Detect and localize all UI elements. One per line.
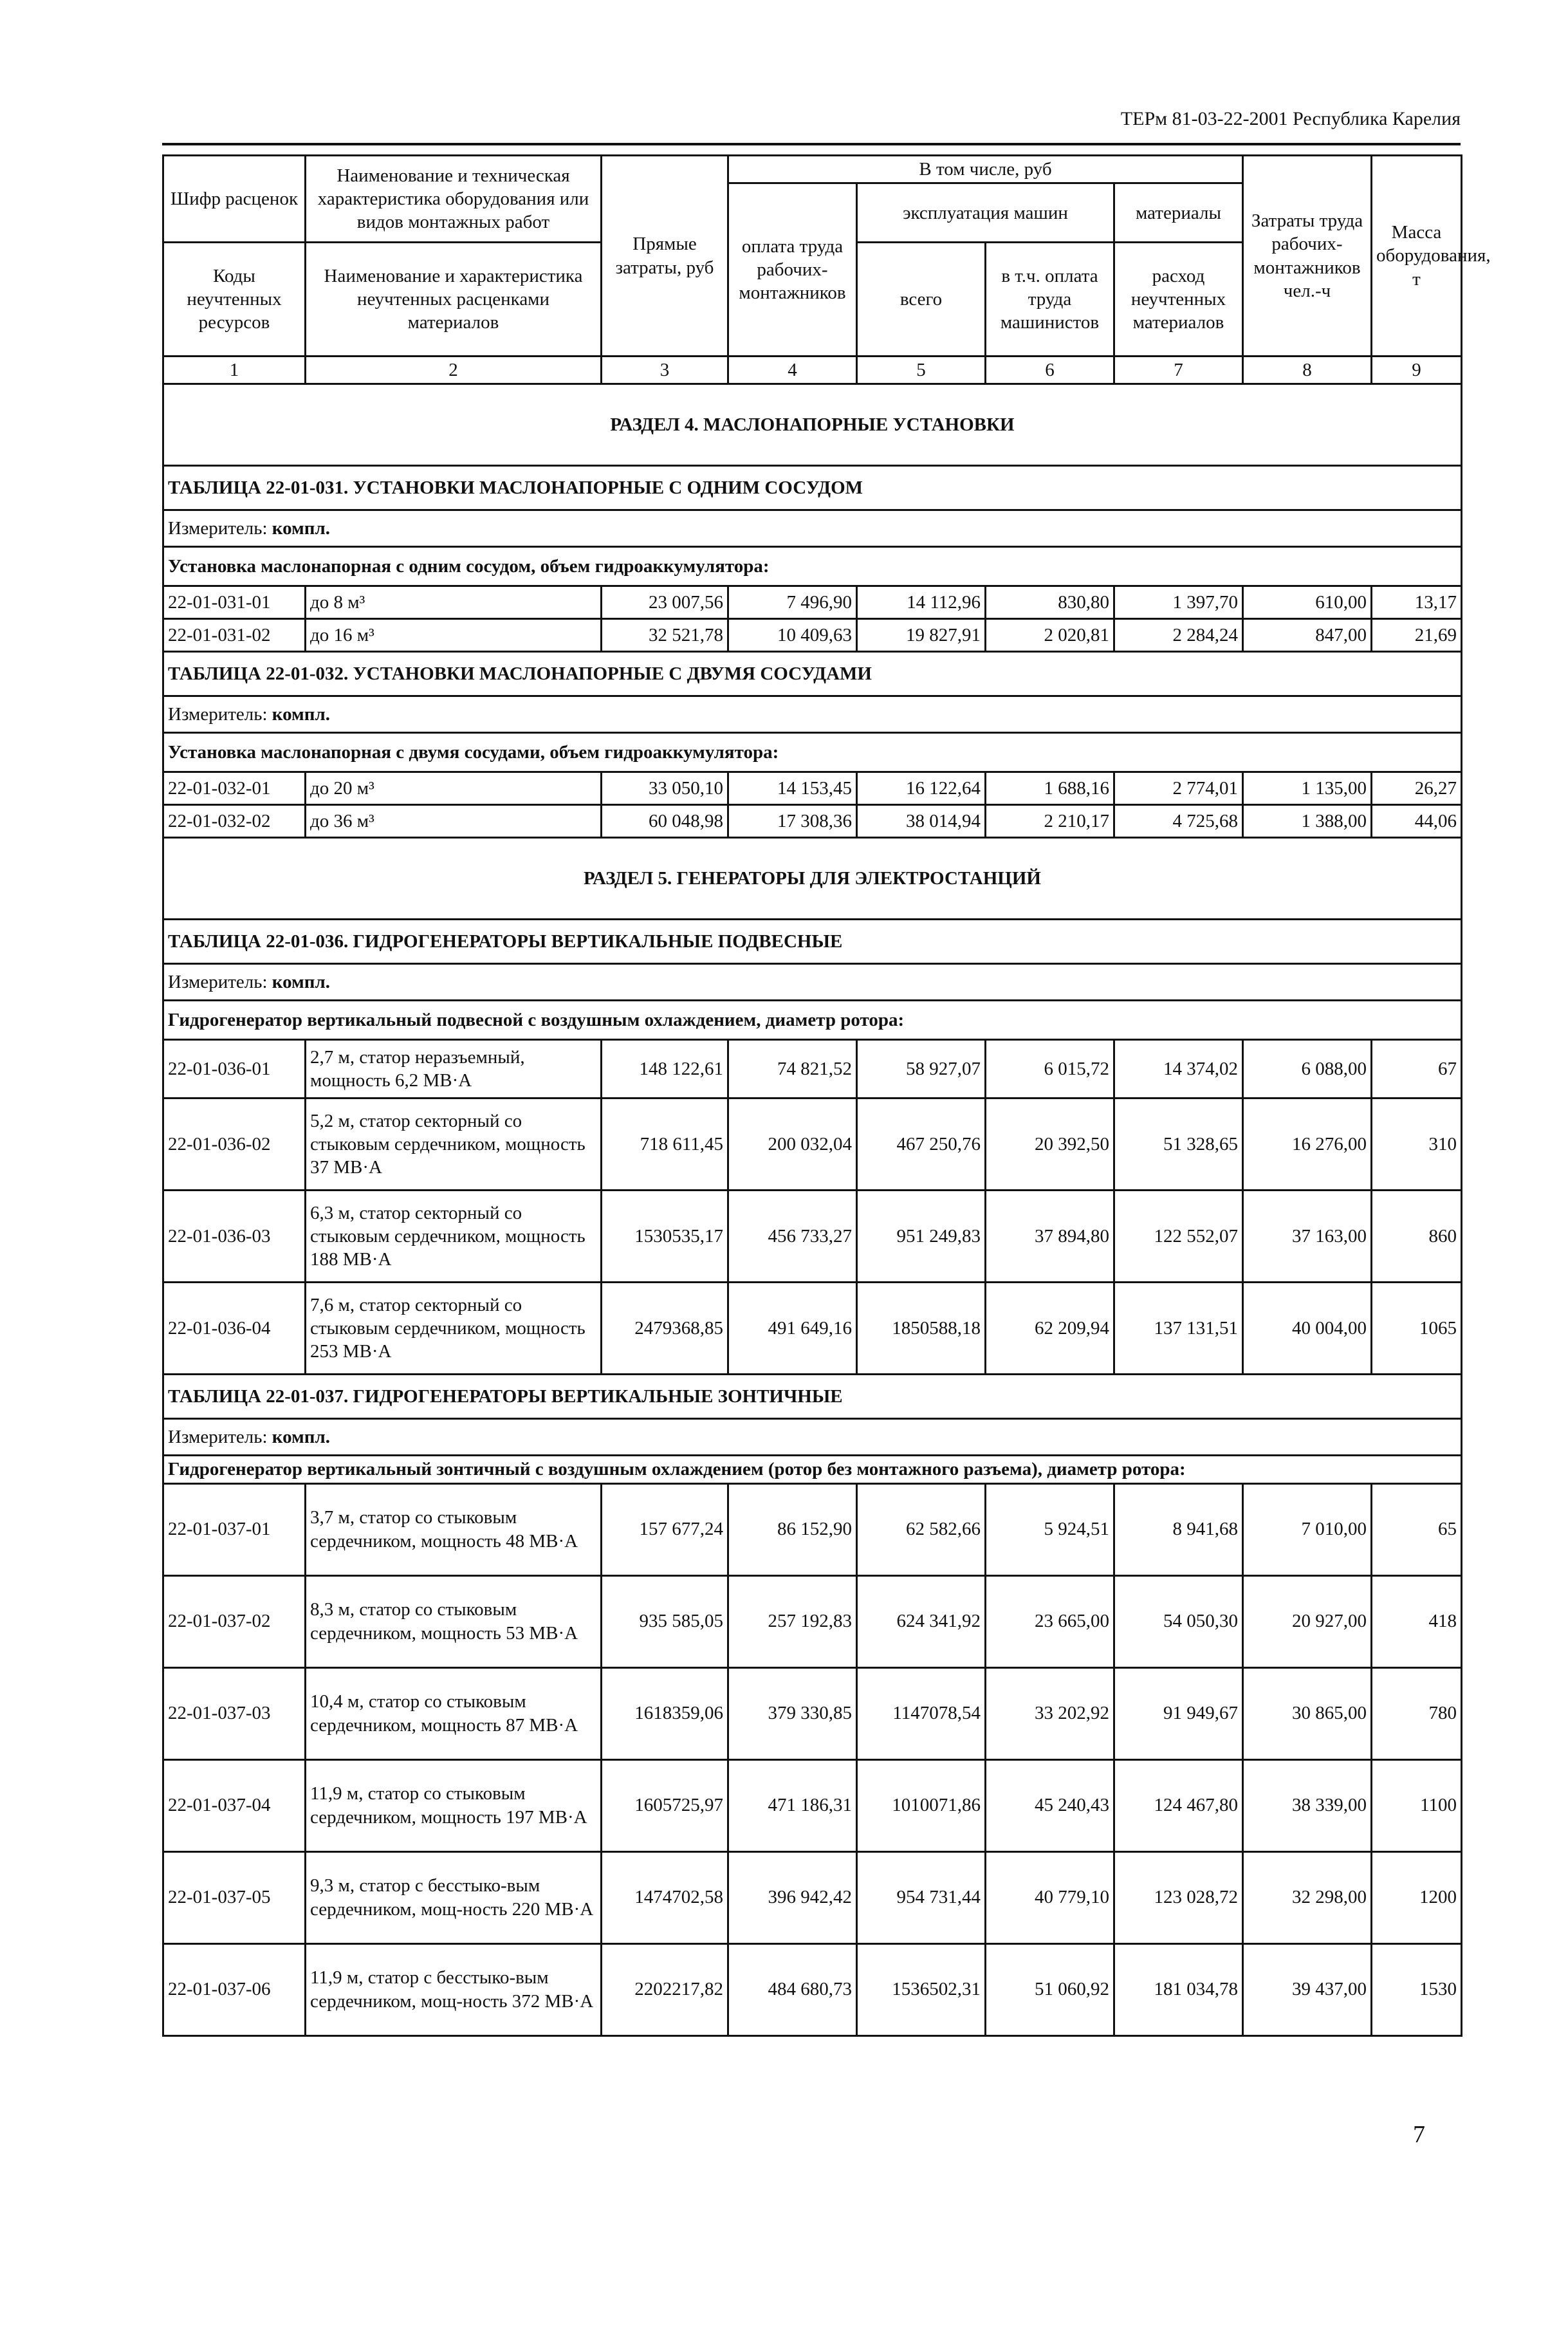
cell-c8: 1 388,00 <box>1243 805 1372 838</box>
table-row <box>163 1851 1462 1943</box>
cell-c4: 10 409,63 <box>728 619 857 652</box>
cell-c4: 86 152,90 <box>728 1483 857 1575</box>
cell-c6: 45 240,43 <box>986 1759 1114 1851</box>
col-mach-total-label: всего <box>857 243 986 357</box>
cell-c3: 2202217,82 <box>602 1943 728 2035</box>
cell-c9: 67 <box>1372 1040 1462 1098</box>
cell-c4: 456 733,27 <box>728 1191 857 1283</box>
table-title-row <box>163 1375 1462 1419</box>
measure-unit: компл. <box>272 972 331 993</box>
cell-c5: 62 582,66 <box>857 1483 986 1575</box>
cell-code: 22-01-036-04 <box>163 1283 306 1375</box>
cell-c6: 6 015,72 <box>986 1040 1114 1098</box>
cell-c3: 2479368,85 <box>602 1283 728 1375</box>
table-title: ТАБЛИЦА 22-01-031. УСТАНОВКИ МАСЛОНАПОРНЫЕ С ОДНИМ СОСУДОМ <box>163 466 1462 510</box>
cell-c7: 8 941,68 <box>1114 1483 1243 1575</box>
cell-c9: 21,69 <box>1372 619 1462 652</box>
cell-c4: 14 153,45 <box>728 772 857 805</box>
cell-code: 22-01-032-01 <box>163 772 306 805</box>
cell-c9: 26,27 <box>1372 772 1462 805</box>
table-row <box>163 1667 1462 1759</box>
cell-c5: 19 827,91 <box>857 619 986 652</box>
cell-c4: 257 192,83 <box>728 1575 857 1667</box>
group-title: Установка маслонапорная с двумя сосудами, объем гидроаккумулятора: <box>163 733 1462 772</box>
table-row <box>163 1943 1462 2035</box>
cell-c5: 1536502,31 <box>857 1943 986 2035</box>
measure-unit: компл. <box>272 704 331 725</box>
cell-c7: 91 949,67 <box>1114 1667 1243 1759</box>
table-row <box>163 1040 1462 1098</box>
table-title-row <box>163 920 1462 964</box>
cell-c5: 38 014,94 <box>857 805 986 838</box>
col-num: 4 <box>728 357 857 384</box>
measure-row <box>163 510 1462 547</box>
section-title: РАЗДЕЛ 5. ГЕНЕРАТОРЫ ДЛЯ ЭЛЕКТРОСТАНЦИЙ <box>163 838 1462 920</box>
header-row-1 <box>163 156 1462 183</box>
cell-c7: 4 725,68 <box>1114 805 1243 838</box>
cell-c5: 951 249,83 <box>857 1191 986 1283</box>
cell-c4: 379 330,85 <box>728 1667 857 1759</box>
cell-c5: 624 341,92 <box>857 1575 986 1667</box>
cell-c8: 6 088,00 <box>1243 1040 1372 1098</box>
cell-c8: 7 010,00 <box>1243 1483 1372 1575</box>
col-labor-label: Затраты труда рабочих-монтажников чел.-ч <box>1243 156 1372 357</box>
cell-c7: 2 774,01 <box>1114 772 1243 805</box>
cell-code: 22-01-037-04 <box>163 1759 306 1851</box>
cell-c8: 16 276,00 <box>1243 1098 1372 1191</box>
cell-c9: 780 <box>1372 1667 1462 1759</box>
cell-c3: 148 122,61 <box>602 1040 728 1098</box>
cell-c7: 122 552,07 <box>1114 1191 1243 1283</box>
table-title: ТАБЛИЦА 22-01-036. ГИДРОГЕНЕРАТОРЫ ВЕРТИКАЛЬНЫЕ ПОДВЕСНЫЕ <box>163 920 1462 964</box>
cell-c6: 1 688,16 <box>986 772 1114 805</box>
measure-unit: компл. <box>272 518 331 539</box>
col-num: 8 <box>1243 357 1372 384</box>
cell-c6: 830,80 <box>986 586 1114 619</box>
table-title: ТАБЛИЦА 22-01-032. УСТАНОВКИ МАСЛОНАПОРНЫЕ С ДВУМЯ СОСУДАМИ <box>163 652 1462 696</box>
measure-row <box>163 696 1462 733</box>
col-num: 1 <box>163 357 306 384</box>
measure-label: Измеритель: <box>168 518 272 539</box>
group-title: Установка маслонапорная с одним сосудом, объем гидроаккумулятора: <box>163 547 1462 586</box>
table-row <box>163 805 1462 838</box>
cell-name: 2,7 м, статор неразъемный, мощность 6,2 МВ·А <box>306 1040 602 1098</box>
col-code-label: Шифр расценок <box>163 156 306 243</box>
page-number: 7 <box>1413 2121 1425 2148</box>
cell-c7: 51 328,65 <box>1114 1098 1243 1191</box>
cell-c4: 484 680,73 <box>728 1943 857 2035</box>
cell-c8: 32 298,00 <box>1243 1851 1372 1943</box>
measure-text <box>163 510 1462 547</box>
cell-c8: 30 865,00 <box>1243 1667 1372 1759</box>
measure-row <box>163 964 1462 1001</box>
cell-c8: 20 927,00 <box>1243 1575 1372 1667</box>
table-row <box>163 619 1462 652</box>
measure-unit: компл. <box>272 1427 331 1448</box>
cell-c6: 40 779,10 <box>986 1851 1114 1943</box>
cell-c7: 137 131,51 <box>1114 1283 1243 1375</box>
group-title: Гидрогенератор вертикальный подвесной с воздушным охлаждением, диаметр ротора: <box>163 1001 1462 1040</box>
cell-c9: 1530 <box>1372 1943 1462 2035</box>
cell-c8: 37 163,00 <box>1243 1191 1372 1283</box>
table-row <box>163 772 1462 805</box>
cell-c3: 1618359,06 <box>602 1667 728 1759</box>
cell-name: до 36 м³ <box>306 805 602 838</box>
table-row <box>163 1759 1462 1851</box>
col-machines-label: эксплуатация машин <box>857 183 1114 243</box>
cell-c9: 44,06 <box>1372 805 1462 838</box>
section-title-row <box>163 384 1462 466</box>
cell-name: 7,6 м, статор секторный со стыковым сердечником, мощность 253 МВ·А <box>306 1283 602 1375</box>
col-name-unacc-label: Наименование и характеристика неучтенных расценками материалов <box>306 243 602 357</box>
col-num: 6 <box>986 357 1114 384</box>
cell-c8: 1 135,00 <box>1243 772 1372 805</box>
cell-c6: 37 894,80 <box>986 1191 1114 1283</box>
cell-c6: 5 924,51 <box>986 1483 1114 1575</box>
cell-c6: 2 020,81 <box>986 619 1114 652</box>
cell-c7: 124 467,80 <box>1114 1759 1243 1851</box>
col-mach-labor-label: в т.ч. оплата труда машинистов <box>986 243 1114 357</box>
cell-c3: 1605725,97 <box>602 1759 728 1851</box>
cell-code: 22-01-036-03 <box>163 1191 306 1283</box>
cell-code: 22-01-031-01 <box>163 586 306 619</box>
cell-c7: 14 374,02 <box>1114 1040 1243 1098</box>
cell-c3: 33 050,10 <box>602 772 728 805</box>
cell-c8: 38 339,00 <box>1243 1759 1372 1851</box>
cell-c3: 32 521,78 <box>602 619 728 652</box>
cell-c4: 471 186,31 <box>728 1759 857 1851</box>
cell-c3: 1474702,58 <box>602 1851 728 1943</box>
group-row <box>163 1001 1462 1040</box>
cell-name: 8,3 м, статор со стыковым сердечником, мощность 53 МВ·А <box>306 1575 602 1667</box>
measure-label: Измеритель: <box>168 1427 272 1448</box>
cell-name: 11,9 м, статор со стыковым сердечником, мощность 197 МВ·А <box>306 1759 602 1851</box>
cell-code: 22-01-037-01 <box>163 1483 306 1575</box>
col-num: 2 <box>306 357 602 384</box>
cell-c3: 157 677,24 <box>602 1483 728 1575</box>
cell-c6: 20 392,50 <box>986 1098 1114 1191</box>
table-row <box>163 1191 1462 1283</box>
cell-c4: 7 496,90 <box>728 586 857 619</box>
table-row <box>163 1575 1462 1667</box>
col-num: 3 <box>602 357 728 384</box>
cell-name: до 20 м³ <box>306 772 602 805</box>
header-rule <box>162 143 1461 145</box>
cell-c6: 51 060,92 <box>986 1943 1114 2035</box>
measure-label: Измеритель: <box>168 704 272 725</box>
cell-code: 22-01-037-06 <box>163 1943 306 2035</box>
cell-name: до 8 м³ <box>306 586 602 619</box>
cell-c3: 23 007,56 <box>602 586 728 619</box>
cell-name: 9,3 м, статор с бесстыко-вым сердечником, мощ-ность 220 МВ·А <box>306 1851 602 1943</box>
cell-c3: 935 585,05 <box>602 1575 728 1667</box>
cell-c7: 1 397,70 <box>1114 586 1243 619</box>
table-title-row <box>163 466 1462 510</box>
cell-c8: 847,00 <box>1243 619 1372 652</box>
section-title-row <box>163 838 1462 920</box>
measure-text <box>163 696 1462 733</box>
cell-c5: 467 250,76 <box>857 1098 986 1191</box>
cell-c8: 40 004,00 <box>1243 1283 1372 1375</box>
cell-c9: 418 <box>1372 1575 1462 1667</box>
cell-c4: 200 032,04 <box>728 1098 857 1191</box>
col-incl-label: В том числе, руб <box>728 156 1243 183</box>
measure-row <box>163 1419 1462 1456</box>
cell-c9: 65 <box>1372 1483 1462 1575</box>
measure-text <box>163 964 1462 1001</box>
column-numbers-row <box>163 357 1462 384</box>
col-name-label: Наименование и техническая характеристика оборудования или видов монтажных работ <box>306 156 602 243</box>
col-materials-label: материалы <box>1114 183 1243 243</box>
group-row <box>163 733 1462 772</box>
cell-c8: 39 437,00 <box>1243 1943 1372 2035</box>
cell-c7: 2 284,24 <box>1114 619 1243 652</box>
cell-c5: 1147078,54 <box>857 1667 986 1759</box>
cell-c9: 860 <box>1372 1191 1462 1283</box>
cell-c4: 17 308,36 <box>728 805 857 838</box>
col-direct-label: Прямые затраты, руб <box>602 156 728 357</box>
cell-code: 22-01-036-02 <box>163 1098 306 1191</box>
table-row <box>163 1483 1462 1575</box>
cell-c7: 54 050,30 <box>1114 1575 1243 1667</box>
col-laborpay-label: оплата труда рабочих-монтажников <box>728 183 857 357</box>
table-title-row <box>163 652 1462 696</box>
cell-c9: 310 <box>1372 1098 1462 1191</box>
cell-name: 3,7 м, статор со стыковым сердечником, мощность 48 МВ·А <box>306 1483 602 1575</box>
cell-c5: 954 731,44 <box>857 1851 986 1943</box>
document-reference: ТЕРм 81-03-22-2001 Республика Карелия <box>1120 108 1461 129</box>
cell-c8: 610,00 <box>1243 586 1372 619</box>
group-row <box>163 1456 1462 1483</box>
measure-text <box>163 1419 1462 1456</box>
cell-c4: 491 649,16 <box>728 1283 857 1375</box>
cell-c7: 123 028,72 <box>1114 1851 1243 1943</box>
cell-code: 22-01-031-02 <box>163 619 306 652</box>
cell-c3: 60 048,98 <box>602 805 728 838</box>
cell-c9: 1100 <box>1372 1759 1462 1851</box>
cell-code: 22-01-037-02 <box>163 1575 306 1667</box>
cell-code: 22-01-037-05 <box>163 1851 306 1943</box>
cell-c9: 1200 <box>1372 1851 1462 1943</box>
cell-c5: 14 112,96 <box>857 586 986 619</box>
cell-code: 22-01-037-03 <box>163 1667 306 1759</box>
cell-c5: 16 122,64 <box>857 772 986 805</box>
cell-name: 5,2 м, статор секторный со стыковым сердечником, мощность 37 МВ·А <box>306 1098 602 1191</box>
cell-c9: 1065 <box>1372 1283 1462 1375</box>
cell-c7: 181 034,78 <box>1114 1943 1243 2035</box>
table-title: ТАБЛИЦА 22-01-037. ГИДРОГЕНЕРАТОРЫ ВЕРТИКАЛЬНЫЕ ЗОНТИЧНЫЕ <box>163 1375 1462 1419</box>
cell-c5: 58 927,07 <box>857 1040 986 1098</box>
cell-name: 10,4 м, статор со стыковым сердечником, мощность 87 МВ·А <box>306 1667 602 1759</box>
cell-c6: 62 209,94 <box>986 1283 1114 1375</box>
group-title: Гидрогенератор вертикальный зонтичный с воздушным охлаждением (ротор без монтажного разъема), диаметр ротора: <box>163 1456 1462 1483</box>
cell-code: 22-01-032-02 <box>163 805 306 838</box>
cell-c4: 396 942,42 <box>728 1851 857 1943</box>
cell-c3: 718 611,45 <box>602 1098 728 1191</box>
cell-name: 6,3 м, статор секторный со стыковым сердечником, мощность 188 МВ·А <box>306 1191 602 1283</box>
cell-c5: 1850588,18 <box>857 1283 986 1375</box>
cell-name: до 16 м³ <box>306 619 602 652</box>
table-row <box>163 1283 1462 1375</box>
cell-c3: 1530535,17 <box>602 1191 728 1283</box>
cell-c6: 33 202,92 <box>986 1667 1114 1759</box>
cell-c6: 23 665,00 <box>986 1575 1114 1667</box>
col-code-unacc-label: Коды неучтенных ресурсов <box>163 243 306 357</box>
table-row <box>163 1098 1462 1191</box>
cell-name: 11,9 м, статор с бесстыко-вым сердечником, мощ-ность 372 МВ·А <box>306 1943 602 2035</box>
col-num: 9 <box>1372 357 1462 384</box>
cell-c4: 74 821,52 <box>728 1040 857 1098</box>
measure-label: Измеритель: <box>168 972 272 993</box>
table-row <box>163 586 1462 619</box>
price-table <box>162 154 1491 2037</box>
group-row <box>163 547 1462 586</box>
cell-c6: 2 210,17 <box>986 805 1114 838</box>
section-title: РАЗДЕЛ 4. МАСЛОНАПОРНЫЕ УСТАНОВКИ <box>163 384 1462 466</box>
col-mass-label: Масса оборудования, т <box>1372 156 1462 357</box>
col-num: 7 <box>1114 357 1243 384</box>
cell-code: 22-01-036-01 <box>163 1040 306 1098</box>
col-num: 5 <box>857 357 986 384</box>
cell-c9: 13,17 <box>1372 586 1462 619</box>
col-mat-unacc-label: расход неучтенных материалов <box>1114 243 1243 357</box>
cell-c5: 1010071,86 <box>857 1759 986 1851</box>
